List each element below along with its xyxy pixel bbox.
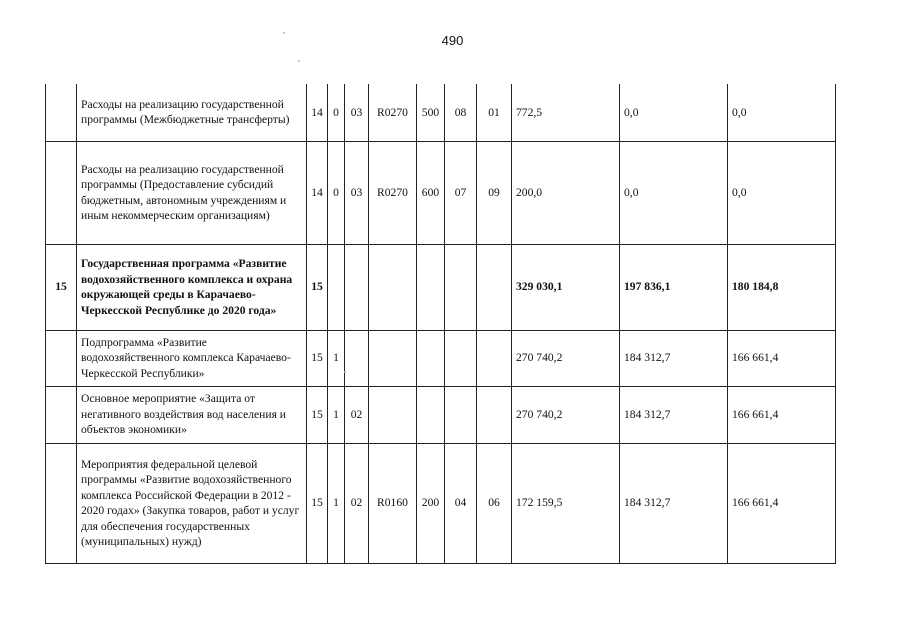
scan-speck [298, 60, 300, 62]
amount-year-1: 172 159,5 [512, 443, 620, 563]
row-name: Государственная программа «Развитие водохозяйственного комплекса и охрана окружающей среды в Карачаево-Черкесской Республике до 2020 года» [77, 244, 307, 330]
subprogram-code: 1 [328, 386, 345, 443]
row-number [46, 84, 77, 141]
subsection-code: 09 [477, 141, 512, 244]
table-row [46, 141, 836, 244]
main-event-code [345, 244, 369, 330]
subprogram-code: 0 [328, 84, 345, 141]
main-event-code: 02 [345, 443, 369, 563]
page-number: 490 [441, 33, 464, 48]
table-row [46, 84, 836, 141]
subprogram-code: 1 [328, 330, 345, 386]
row-number [46, 386, 77, 443]
program-code: 15 [307, 244, 328, 330]
amount-year-1: 270 740,2 [512, 386, 620, 443]
amount-year-1: 200,0 [512, 141, 620, 244]
expense-type-code: 500 [417, 84, 445, 141]
expense-type-code: 200 [417, 443, 445, 563]
table-row [46, 386, 836, 443]
expense-type-code: 600 [417, 141, 445, 244]
amount-year-1: 270 740,2 [512, 330, 620, 386]
direction-code [369, 330, 417, 386]
program-code: 15 [307, 330, 328, 386]
amount-year-2: 0,0 [620, 141, 728, 244]
subsection-code: 06 [477, 443, 512, 563]
program-code: 15 [307, 443, 328, 563]
row-name: Расходы на реализацию государственной программы (Предоставление субсидий бюджетным, автономным учреждениям и иным некоммерческим организациям) [77, 141, 307, 244]
subprogram-code: 1 [328, 443, 345, 563]
row-number [46, 141, 77, 244]
direction-code [369, 244, 417, 330]
amount-year-1: 329 030,1 [512, 244, 620, 330]
subprogram-code [328, 244, 345, 330]
main-event-code: 02 [345, 386, 369, 443]
scan-speck [344, 371, 346, 373]
direction-code: R0270 [369, 84, 417, 141]
amount-year-3: 0,0 [728, 141, 836, 244]
amount-year-3: 180 184,8 [728, 244, 836, 330]
subsection-code: 01 [477, 84, 512, 141]
section-code: 04 [445, 443, 477, 563]
row-name: Мероприятия федеральной целевой программы «Развитие водохозяйственного комплекса Российской Федерации в 2012 - 2020 годах» (Закупка товаров, работ и услуг для обеспечения государственных (муниципальных) нужд) [77, 443, 307, 563]
table-row [46, 330, 836, 386]
row-name: Расходы на реализацию государственной программы (Межбюджетные трансферты) [77, 84, 307, 141]
direction-code [369, 386, 417, 443]
direction-code: R0160 [369, 443, 417, 563]
amount-year-2: 0,0 [620, 84, 728, 141]
table-row [46, 244, 836, 330]
program-code: 14 [307, 141, 328, 244]
main-event-code: 03 [345, 84, 369, 141]
section-code [445, 386, 477, 443]
main-event-code [345, 330, 369, 386]
row-name: Подпрограмма «Развитие водохозяйственного комплекса Карачаево-Черкесской Республики» [77, 330, 307, 386]
subsection-code [477, 330, 512, 386]
amount-year-2: 184 312,7 [620, 443, 728, 563]
amount-year-2: 197 836,1 [620, 244, 728, 330]
amount-year-1: 772,5 [512, 84, 620, 141]
amount-year-2: 184 312,7 [620, 386, 728, 443]
row-number [46, 443, 77, 563]
expense-type-code [417, 386, 445, 443]
amount-year-3: 166 661,4 [728, 330, 836, 386]
subsection-code [477, 386, 512, 443]
amount-year-2: 184 312,7 [620, 330, 728, 386]
scan-speck [283, 32, 285, 34]
table-row [46, 443, 836, 563]
program-code: 15 [307, 386, 328, 443]
row-number: 15 [46, 244, 77, 330]
expense-type-code [417, 330, 445, 386]
amount-year-3: 0,0 [728, 84, 836, 141]
section-code [445, 330, 477, 386]
subsection-code [477, 244, 512, 330]
direction-code: R0270 [369, 141, 417, 244]
subprogram-code: 0 [328, 141, 345, 244]
section-code: 07 [445, 141, 477, 244]
section-code [445, 244, 477, 330]
expense-type-code [417, 244, 445, 330]
row-number [46, 330, 77, 386]
budget-table [45, 84, 836, 564]
program-code: 14 [307, 84, 328, 141]
section-code: 08 [445, 84, 477, 141]
amount-year-3: 166 661,4 [728, 443, 836, 563]
row-name: Основное мероприятие «Защита от негативного воздействия вод населения и объектов экономики» [77, 386, 307, 443]
amount-year-3: 166 661,4 [728, 386, 836, 443]
main-event-code: 03 [345, 141, 369, 244]
